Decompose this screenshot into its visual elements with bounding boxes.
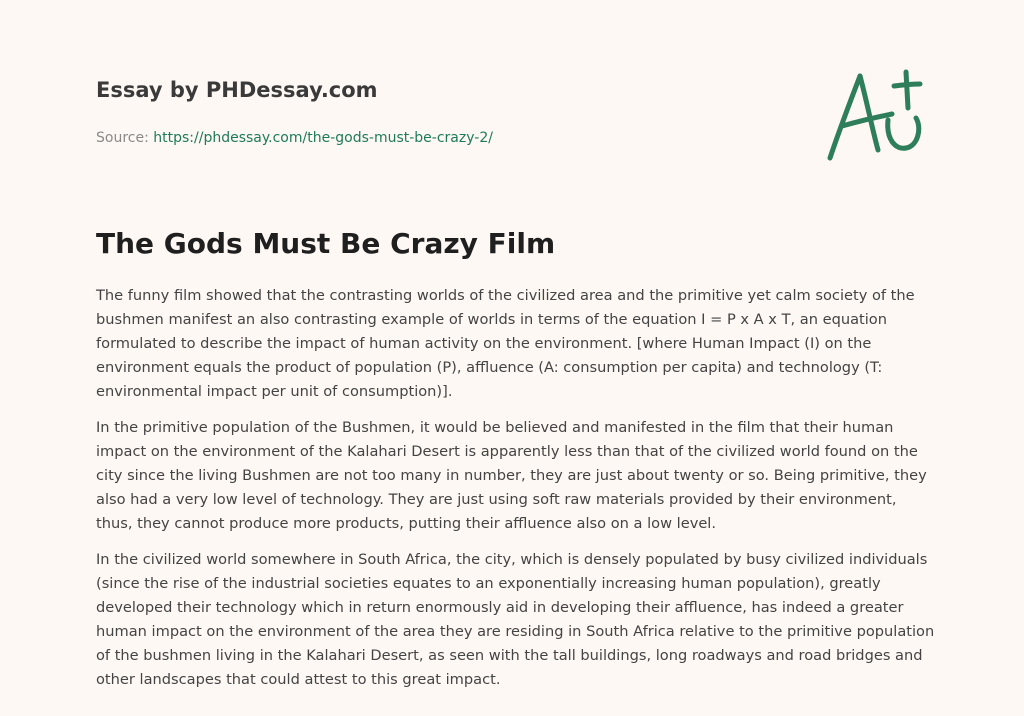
brand-title: Essay by PHDessay.com	[96, 78, 378, 102]
page-title: The Gods Must Be Crazy Film	[96, 227, 556, 260]
source-label: Source:	[96, 130, 154, 146]
paragraph-3: In the civilized world somewhere in South Africa, the city, which is densely populated by busy civilized individuals (since the rise of the industrial societies equates to an exponentially increasing human population), greatly developed their technology which in return enormously aid in developing their affluence, has indeed a greater human impact on the environment of the area they are residing in South Africa relative to the primitive population of the bushmen living in the Kalahari Desert, as seen with the tall buildings, long roadways and road bridges and other landscapes that could attest to this great impact.	[96, 551, 935, 688]
source-line	[96, 128, 796, 148]
paragraph-1: The funny film showed that the contrasting worlds of the civilized area and the primitive yet calm society of the bushmen manifest an also contrasting example of worlds in terms of the equation I = P x A x T, an equation formulated to describe the impact of human activity on the environment. [where Human Impact (I) on the environment equals the product of population (P), affluence (A: consumption per capita) and technology (T: environmental impact per unit of consumption)].	[96, 287, 915, 400]
article-body	[96, 284, 936, 704]
a-plus-grade-icon	[822, 68, 932, 164]
source-link[interactable]: https://phdessay.com/the-gods-must-be-crazy-2/	[153, 130, 493, 146]
page-header	[96, 76, 796, 148]
paragraph-2: In the primitive population of the Bushmen, it would be believed and manifested in the film that their human impact on the environment of the Kalahari Desert is apparently less than that of the civilized world found on the city since the living Bushmen are not too many in number, they are just about twenty or so. Being primitive, they also had a very low level of technology. They are just using soft raw materials provided by their environment, thus, they cannot produce more products, putting their affluence also on a low level.	[96, 419, 927, 532]
